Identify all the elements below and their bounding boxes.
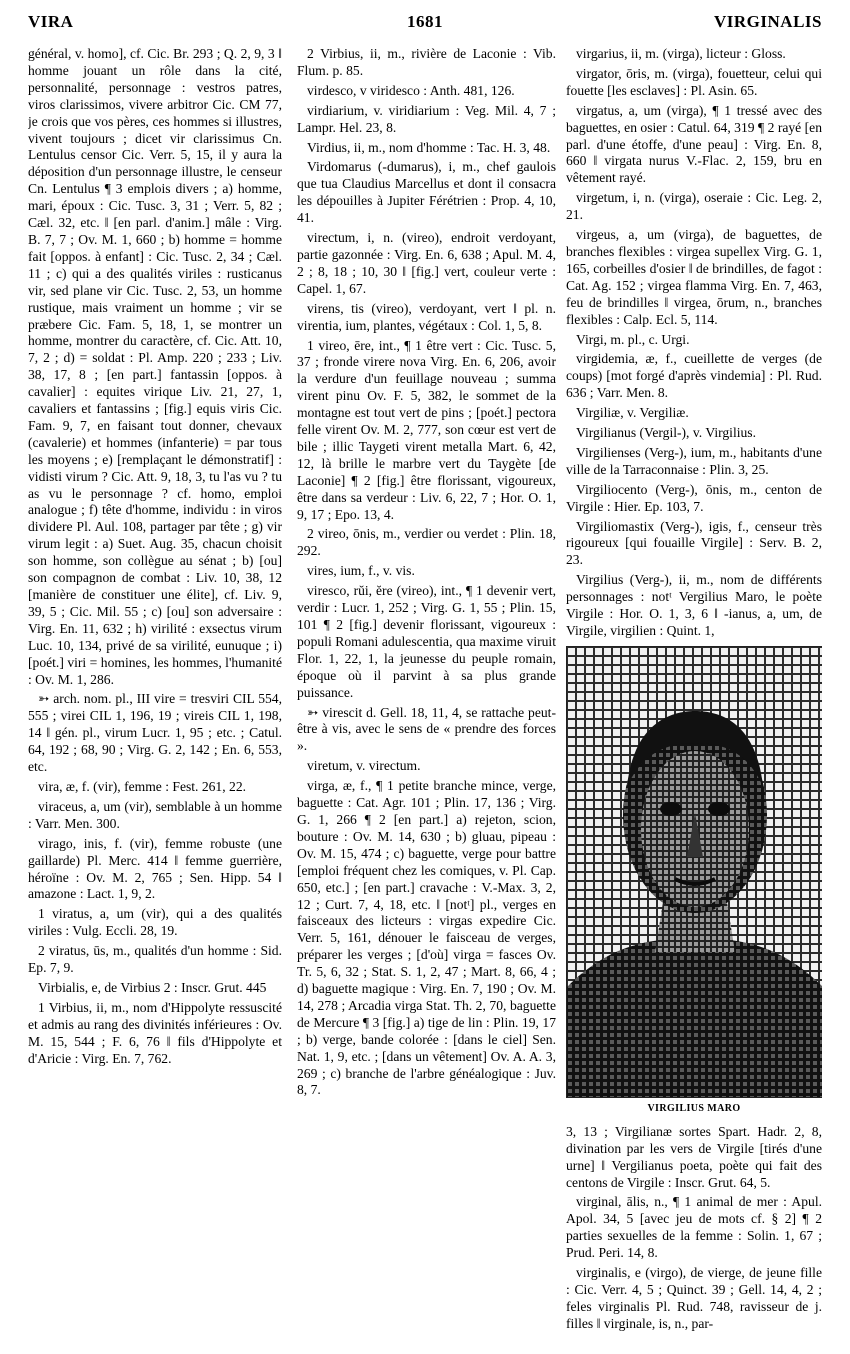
figure-caption: VIRGILIUS MARO bbox=[647, 1102, 741, 1114]
entry-viretum: viretum, v. virectum. bbox=[307, 758, 421, 774]
mosaic-portrait-icon bbox=[567, 647, 822, 1097]
entry-virbius-2: 2 Virbius, ii, m., rivière de Laconie : Vib. Flum. p. 85. bbox=[297, 46, 556, 78]
entry-vir-arch-note: ➳ arch. nom. pl., III vire = tresviri CIL 554, 555 ; virei CIL 1, 196, 19 ; vireis CIL 1, 198, 14 ‖ gén. pl., virum Lucr. 1, 95 ; etc. ; Catul. 64, 192 ; 68, 90 ; Virg. G. 2, 142 ; En. 6, 553, etc. bbox=[28, 691, 282, 775]
entry-virgilianus: Virgilianus (Vergil-), v. Virgilius. bbox=[576, 425, 756, 441]
entry-virgiliocento: Virgiliocento (Verg-), ōnis, m., centon de Virgile : Hier. Ep. 103, 7. bbox=[566, 481, 822, 514]
entry-virdius: Virdius, ii, m., nom d'homme : Tac. H. 3, 48. bbox=[307, 139, 551, 155]
entry-virescit-note: ➳ virescit d. Gell. 18, 11, 4, se rattache peut-être à vis, avec le sens de « prendre des forces ». bbox=[297, 704, 556, 754]
entry-vires: vires, ium, f., v. vis. bbox=[307, 563, 415, 579]
column-2 bbox=[297, 46, 556, 1346]
entry-virgilius-continued: 3, 13 ; Virgilianæ sortes Spart. Hadr. 2, 8, divination par les vers de Virgile [tirés d'une urne] ‖ Vergilianus poeta, poète qui fait des centons de Virgile : Inscr. Grut. 64, 5. bbox=[566, 1123, 822, 1190]
entry-vireo-2: 2 vireo, ōnis, m., verdier ou verdet : Plin. 18, 292. bbox=[297, 526, 556, 559]
running-head bbox=[28, 12, 822, 38]
entry-vir-continued: général, v. homo], cf. Cic. Br. 293 ; Q. 2, 9, 3 ‖ homme jouant un rôle dans la cité, personnalité, personnage : vestros patres, viros clarissimos, vivere arbitror Cic. CM 77, je crois que vos pères, ces hommes si illustres, vivent toujours ; dicet vir clarissimus Cn. Lentulus censor Cic. Verr. 5, 15, il y aura la déposition d'un personnage illustre, le censeur Cn. Lentulus ¶ 3 emplois divers ; a) homme, mari, époux : Cic. Tusc. 3, 31 ; Verr. 5, 82 ; Cæl. 32, etc. ‖ [en parl. d'anim.] mâle : Virg. B. 7, 7 ; Ov. M. 1, 660 ; b) homme = homme fait [oppos. à enfant] : Cic. Tusc. 2, 34 ; Cæl. 11 ; c) qui a des qualités viriles : rusticanus vir, sed plane vir Cic. Tusc. 2, 53, un homme rustique, mais vraiment un homme ; vir se præbere Cic. Fam. 5, 18, 1, se montrer un homme, montrer du caractère, cf. Cic. Att. 10, 7, 2 ; d) = soldat : Pl. Amp. 220 ; 233 ; Liv. 38, 17, 8 ; [en part.] fantassin [oppos. à cavalier] : equites virique Liv. 21, 27, 1, cavaliers et fantassins ; [fig.] equis viris Cic. Fam. 9, 7, en faisant tout donner, chevaux (cavalerie) et hommes (infanterie) = par tous les moyens ; e) [remplaçant le démonstratif] : vidisti virum ? Cic. Att. 9, 18, 3, tu l'as vu ? tu as vu le personnage ? cf. homo, emploi analogue ; f) tête d'homme, individu : in viros dividere Pl. Aul. 108, partager par tête ; g) vir virum legit : a) Suet. Aug. 35, chacun choisit son homme, son collègue au sénat ; b) [ou] son compagnon de combat : Liv. 10, 38, 12 [manière de constituer une élite], cf. Liv. 9, 39, 5 ; Cic. Mil. 55 ; c) [ou] son adversaire : Virg. En. 11, 632 ; h) virilité : exsectus virum Luc. 10, 134, privé de sa virilité, eunuque ; i) [poét.] viri = homines, les hommes, l'humanité : Ov. M. 1, 286. bbox=[28, 46, 282, 687]
running-head-last-entry: VIRGINALIS bbox=[714, 12, 822, 31]
running-head-first-entry: VIRA bbox=[28, 12, 74, 31]
entry-virbialis: Virbialis, e, de Virbius 2 : Inscr. Grut. 445 bbox=[38, 979, 267, 995]
entry-virdesco: virdesco, v viridesco : Anth. 481, 126. bbox=[307, 82, 515, 98]
entry-vira: vira, æ, f. (vir), femme : Fest. 261, 22. bbox=[38, 778, 247, 794]
entry-virgiliae: Virgiliæ, v. Vergiliæ. bbox=[576, 405, 689, 421]
entry-vireo-1: 1 vireo, ēre, int., ¶ 1 être vert : Cic. Tusc. 5, 37 ; fronde virere nova Virg. En. 6, 206, avoir la verdure d'un feuillage nouveau ; summa virent pinu Ov. F. 5, 382, le sommet de la montagne est tout vert de pins ; [poét.] pectora felle virent Ov. M. 2, 777, son cœur est vert de bile ; illic Taygeti virent metalla Mart. 6, 42, 12, là brille le marbre vert du Taygète [de Laconie] ¶ 2 [fig.] être florissant, vigoureux, être dans sa verdeur : Liv. 6, 22, 7 ; Hor. O. 1, 9, 17 ; Epo. 13, 4. bbox=[297, 337, 556, 522]
entry-virgilienses: Virgilienses (Verg-), ium, m., habitants d'une ville de la Tarraconnaise : Plin. 3, 25. bbox=[566, 444, 822, 477]
entry-virgatus: virgatus, a, um (virga), ¶ 1 tressé avec des baguettes, en osier : Catul. 64, 319 ¶ 2 rayé [en parl. d'une étoffe, d'une peau] : Virg. En. 8, 660 ‖ virgata nurus V.-Flac. 2, 159, bru en vêtement rayé. bbox=[566, 102, 822, 186]
entry-virgiliomastix: Virgiliomastix (Verg-), igis, f., censeur très rigoureux [qui fouaille Virgile] : Serv. B. 2, 23. bbox=[566, 518, 822, 568]
column-1 bbox=[28, 46, 282, 1346]
entry-viratus-2: 2 viratus, ūs, m., qualités d'un homme : Sid. Ep. 7, 9. bbox=[28, 943, 282, 976]
entry-viresco: viresco, rŭi, ĕre (vireo), int., ¶ 1 devenir vert, verdir : Lucr. 1, 252 ; Virg. G. 1, 55 ; Plin. 15, 101 ¶ 2 [fig.] devenir florissant, vigoureux : populi Romani adulescentia, qua maxime viruit Flor. 1, 22, 1, la jeunesse du peuple romain, époque où il parvint à sa plus grande puissance. bbox=[297, 583, 556, 700]
entry-virens: virens, tis (vireo), verdoyant, vert ‖ pl. n. virentia, ium, plantes, végétaux : Col. 1, 5, 8. bbox=[297, 300, 556, 333]
entry-virdiarium: virdiarium, v. viridiarium : Veg. Mil. 4, 7 ; Lampr. Hel. 23, 8. bbox=[297, 102, 556, 135]
entry-virago: virago, inis, f. (vir), femme robuste (une gaillarde) Pl. Merc. 414 ‖ femme guerrière, héroïne : Ov. M. 2, 765 ; Sen. Hipp. 54 ‖ amazone : Lact. 1, 9, 2. bbox=[28, 835, 282, 902]
virgil-mosaic-portrait bbox=[566, 646, 822, 1098]
entry-viraceus: viraceus, a, um (vir), semblable à un homme : Varr. Men. 300. bbox=[28, 798, 282, 831]
entry-virginal: virginal, ālis, n., ¶ 1 animal de mer : Apul. Apol. 34, 5 [avec jeu de mots cf. § 2] ¶ 2 parties sexuelles de la femme : Solin. 1, 67 ; Prud. Peri. 14, 8. bbox=[566, 1194, 822, 1261]
column-3 bbox=[566, 46, 822, 1346]
page-number: 1681 bbox=[407, 12, 443, 31]
entry-virginalis: virginalis, e (virgo), de vierge, de jeune fille : Cic. Verr. 4, 5 ; Quinct. 39 ; Gell. 14, 4, 2 ; feles virginalis Pl. Rud. 748, ravisseur de j. filles ‖ virginale, is, n., par- bbox=[566, 1265, 822, 1331]
entry-virgarius: virgarius, ii, m. (virga), licteur : Gloss. bbox=[576, 46, 786, 61]
entry-virgator: virgator, ōris, m. (virga), fouetteur, celui qui fouette [les esclaves] : Pl. Asin. 65. bbox=[566, 65, 822, 98]
entry-virgeus: virgeus, a, um (virga), de baguettes, de branches flexibles : virgea supellex Virg. G. 1, 165, corbeilles d'osier ‖ de brindilles, de fagot : Cat. Ag. 152 ; virgea flamma Virg. En. 7, 463, feu de brindilles ‖ virgea, ōrum, n., branches flexibles : Calp. Ecl. 5, 114. bbox=[566, 227, 822, 327]
entry-virgi: Virgi, m. pl., c. Urgi. bbox=[576, 331, 690, 347]
entry-viratus-1: 1 viratus, a, um (vir), qui a des qualités viriles : Vulg. Eccli. 28, 19. bbox=[28, 906, 282, 939]
entry-virbius-1: 1 Virbius, ii, m., nom d'Hippolyte ressuscité et admis au rang des divinités inférieures : Ov. M. 15, 544 ; F. 6, 76 ‖ fils d'Hippolyte et d'Aricie : Virg. En. 7, 762. bbox=[28, 999, 282, 1066]
entry-virga: virga, æ, f., ¶ 1 petite branche mince, verge, baguette : Cat. Agr. 101 ; Plin. 17, 136 ; Virg. G. 1, 266 ¶ 2 [en part.] a) rejeton, scion, bouture : Ov. M. 14, 630 ; b) gluau, pipeau : Ov. M. 15, 474 ; c) baguette, verge pour battre [emploi fréquent chez les comiques, v. Pl. Cap. 650, etc.] ; [en part.] cravache : V.-Max. 3, 2, 12 ; Curt. 7, 4, 18, etc. ‖ [notᵗ] pl., verges en faisceaux des licteurs : virgas expedire Cic. Verr. 5, 161, dénouer le faisceau de verges, préparer les verges ; [d'où] virga = fasces Ov. Tr. 5, 6, 32 ; Stat. S. 1, 2, 47 ; Mart. 8, 66, 4 ; d) baguette magique : Virg. En. 7, 190 ; Ov. M. 14, 278 ; Arcadia virga Stat. Th. 2, 70, baguette de Mercure ¶ 3 [fig.] a) tige de lin : Plin. 19, 17 ; b) verge, bande colorée : [dans le ciel] Sen. Nat. 1, 9, etc. ; [dans un vêtement] Ov. A. A. 3, 269 ; c) branche de l'arbre généalogique : Juv. 8, 7. bbox=[297, 778, 556, 1098]
entry-virectum: virectum, i, n. (vireo), endroit verdoyant, partie gazonnée : Virg. En. 6, 638 ; Apul. M. 4, 2 ; 8, 18 ; 10, 30 ‖ [fig.] vert, couleur verte : Capel. 1, 67. bbox=[297, 230, 556, 296]
entry-virgidemia: virgidemia, æ, f., cueillette de verges (de coups) [mot forgé d'après vindemia] : Pl. Rud. 636 ; Varr. Men. 8. bbox=[566, 351, 822, 401]
entry-virgetum: virgetum, i, n. (virga), oseraie : Cic. Leg. 2, 21. bbox=[566, 190, 822, 223]
entry-virgilius: Virgilius (Verg-), ii, m., nom de différents personnages : notᵗ Vergilius Maro, le poète Virgile : Hor. O. 1, 3, 6 ‖ -ianus, a, um, de Virgile, virgilien : Quint. 1, bbox=[566, 572, 822, 638]
entry-virdomarus: Virdomarus (-dumarus), i, m., chef gaulois que tua Claudius Marcellus et dont il consacra les dépouilles à Jupiter Férétrien : Prop. 4, 10, 41. bbox=[297, 159, 556, 226]
